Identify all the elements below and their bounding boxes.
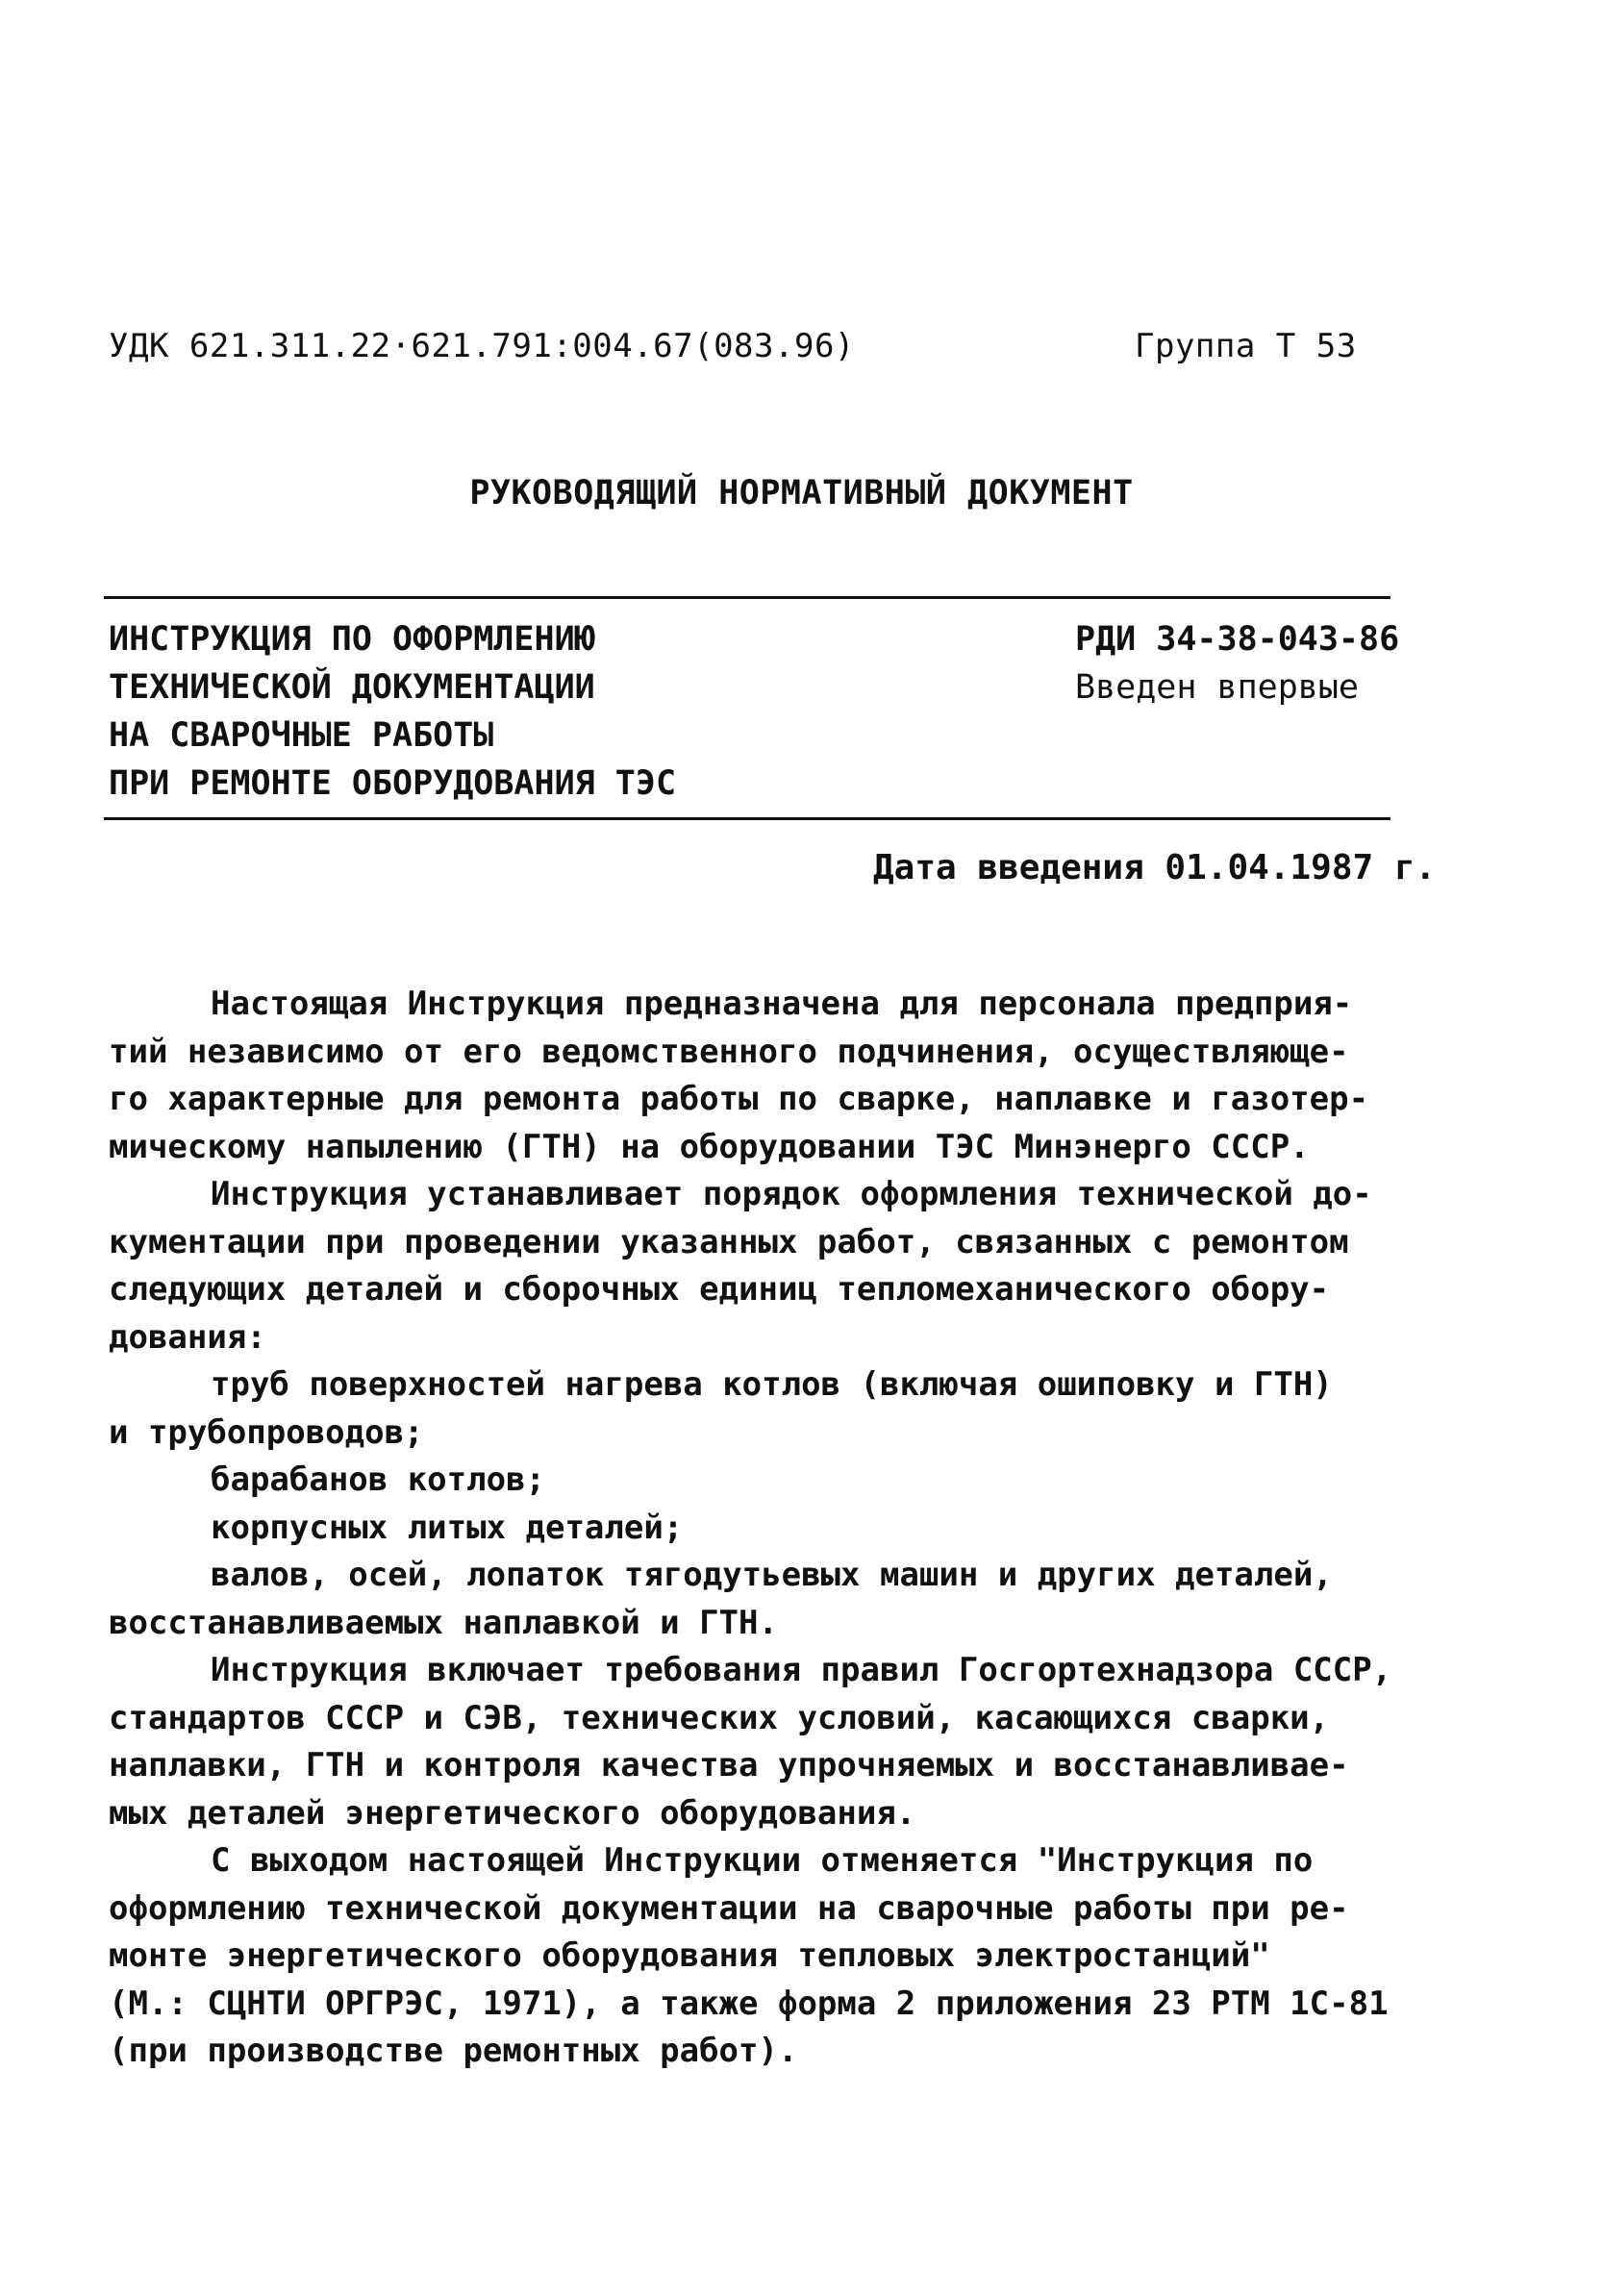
- paragraph-line: Инструкция устанавливает порядок оформления технической до-: [211, 1175, 1372, 1213]
- paragraph-line: монте энергетического оборудования тепловых электростанций": [109, 1936, 1270, 1975]
- document-designation: [1075, 615, 1399, 711]
- paragraph-line: (М.: СЦНТИ ОРГРЭС, 1971), а также форма 2 приложения 23 РТМ 1С-81: [109, 1984, 1389, 2023]
- body-text: [109, 981, 1416, 2076]
- paragraph-line: тий независимо от его ведомственного подчинения, осуществляюще-: [109, 1032, 1349, 1071]
- list-item-line: труб поверхностей нагрева котлов (включая ошиповку и ГТН): [211, 1365, 1333, 1404]
- document-title: [109, 615, 676, 808]
- list-item-line: валов, осей, лопаток тягодутьевых машин и других деталей,: [211, 1556, 1333, 1594]
- designation-code: РДИ 34-38-043-86: [1075, 620, 1400, 659]
- introduction-date: Дата введения 01.04.1987 г.: [873, 848, 1437, 887]
- title-line: НА СВАРОЧНЫЕ РАБОТЫ: [109, 716, 494, 755]
- document-type-heading: РУКОВОДЯЩИЙ НОРМАТИВНЫЙ ДОКУМЕНТ: [469, 474, 1134, 512]
- paragraph-line: следующих деталей и сборочных единиц тепломеханического обору-: [109, 1270, 1330, 1309]
- list-item-line: корпусных литых деталей;: [211, 1508, 684, 1547]
- bottom-rule: [104, 817, 1390, 820]
- paragraph-line: стандартов СССР и СЭВ, технических условий, касающихся сварки,: [109, 1698, 1330, 1737]
- group-code: Группа Т 53: [1135, 327, 1357, 365]
- designation-note: Введен впервые: [1075, 668, 1360, 707]
- list-item-line: барабанов котлов;: [211, 1460, 545, 1499]
- paragraph-line: мическому напылению (ГТН) на оборудовании ТЭС Минэнерго СССР.: [109, 1127, 1310, 1166]
- paragraph-line: дования:: [109, 1317, 266, 1357]
- paragraph-line: Инструкция включает требования правил Госгортехнадзора СССР,: [211, 1651, 1392, 1689]
- paragraph-line: наплавки, ГТН и контроля качества упрочняемых и восстанавливае-: [109, 1746, 1349, 1784]
- top-rule: [104, 596, 1390, 599]
- list-item-line: восстанавливаемых наплавкой и ГТН.: [109, 1603, 778, 1642]
- title-line: ИНСТРУКЦИЯ ПО ОФОРМЛЕНИЮ: [109, 620, 595, 659]
- paragraph-line: оформлению технической документации на сварочные работы при ре-: [109, 1888, 1349, 1928]
- title-line: ТЕХНИЧЕСКОЙ ДОКУМЕНТАЦИИ: [109, 668, 595, 707]
- title-line: ПРИ РЕМОНТЕ ОБОРУДОВАНИЯ ТЭС: [109, 764, 677, 803]
- paragraph-line: кументации при проведении указанных работ, связанных с ремонтом: [109, 1222, 1349, 1261]
- paragraph-line: (при производстве ремонтных работ).: [109, 2032, 798, 2070]
- paragraph-line: Настоящая Инструкция предназначена для персонала предприя-: [211, 985, 1353, 1023]
- udk-code: УДК 621.311.22·621.791:004.67(083.96): [109, 327, 855, 365]
- paragraph-line: мых деталей энергетического оборудования.: [109, 1793, 916, 1833]
- paragraph-line: С выходом настоящей Инструкции отменяется "Инструкция по: [211, 1841, 1314, 1880]
- list-item-line: и трубопроводов;: [109, 1412, 424, 1452]
- paragraph-line: го характерные для ремонта работы по сварке, наплавке и газотер-: [109, 1080, 1369, 1118]
